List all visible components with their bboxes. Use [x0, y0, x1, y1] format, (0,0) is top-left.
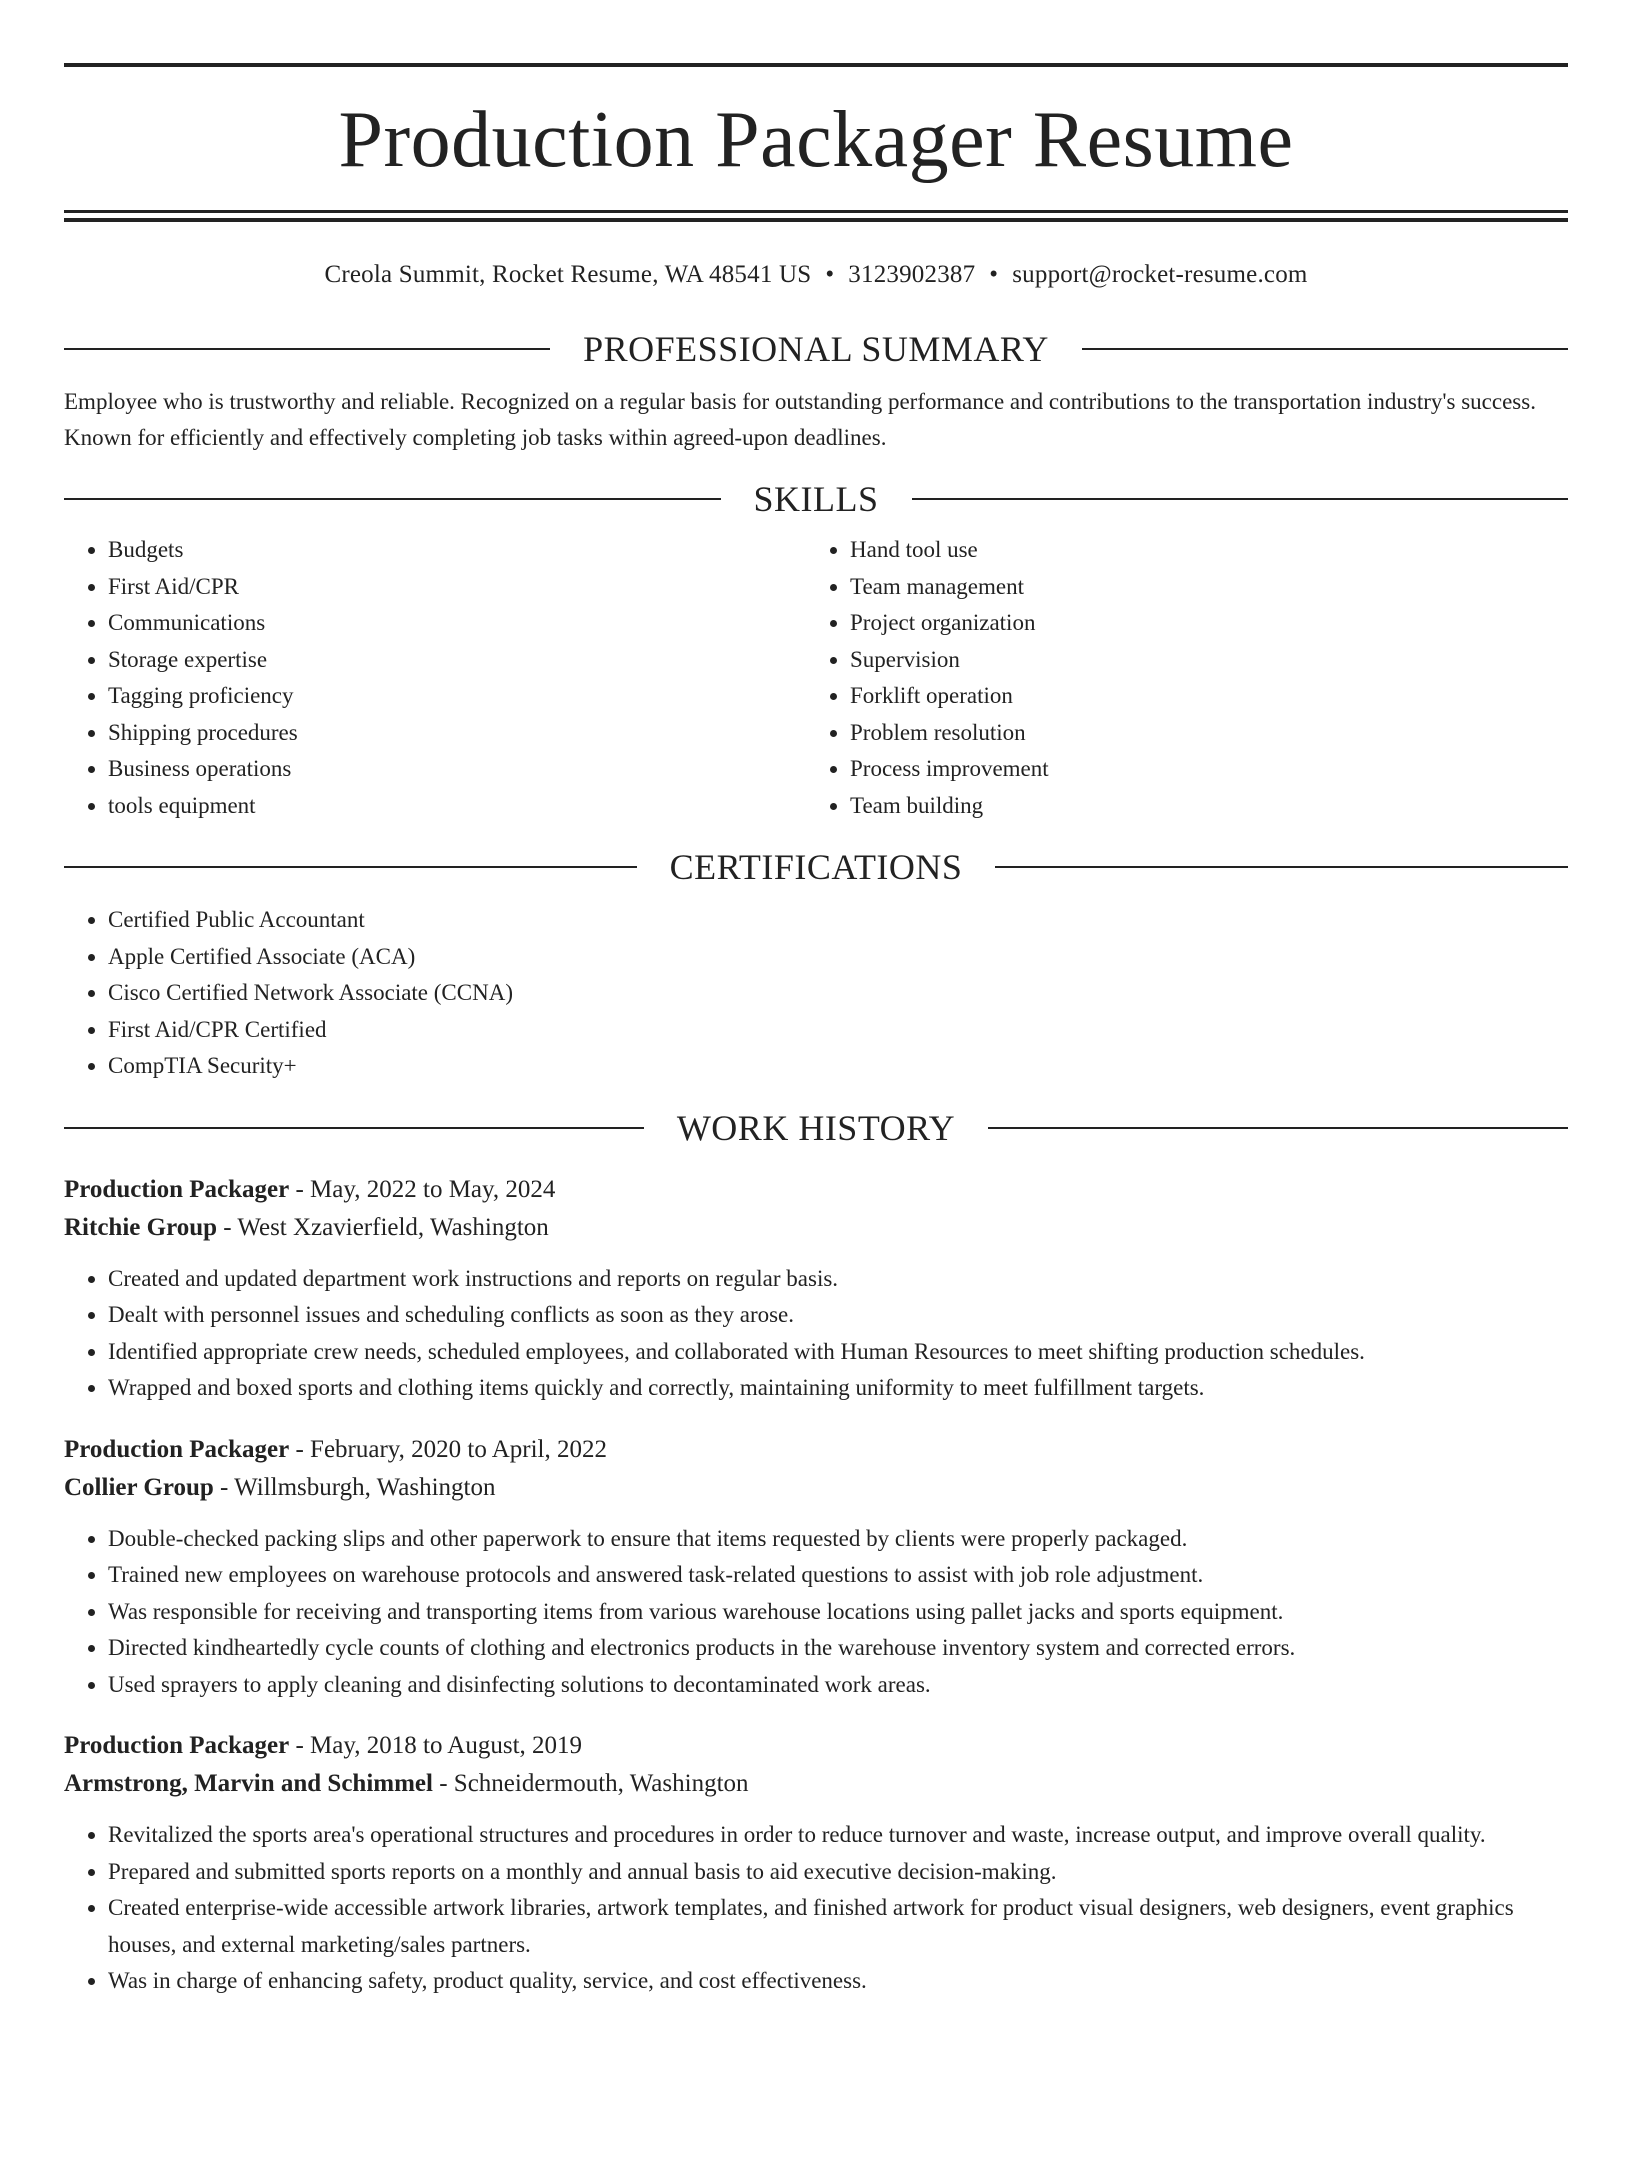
job-duty: • Identified appropriate crew needs, scheduled employees, and collaborated with Human Resources to meet shifting production schedules.	[108, 1334, 1568, 1371]
job-duty: • Created and updated department work instructions and reports on regular basis.	[108, 1261, 1568, 1298]
job-location: - Schneidermouth, Washington	[432, 1770, 749, 1797]
job-company-line	[64, 1765, 1568, 1803]
certification-item: • Apple Certified Associate (ACA)	[108, 939, 1568, 976]
job-dates: - February, 2020 to April, 2022	[289, 1435, 608, 1463]
certification-item: • CompTIA Security+	[108, 1048, 1568, 1085]
job-title-line	[64, 1431, 1568, 1469]
section-title-summary: PROFESSIONAL SUMMARY	[583, 329, 1049, 369]
job-duty: • Trained new employees on warehouse protocols and answered task-related questions to assist with job role adjustment.	[108, 1557, 1568, 1594]
job-company-line	[64, 1469, 1568, 1507]
contact-separator: •	[989, 261, 999, 288]
skill-item: • Project organization	[850, 605, 1049, 642]
job-duty: • Created enterprise-wide accessible artwork libraries, artwork templates, and finished artwork for product visual designers, web designers, event graphics houses, and external marketing/sales partners.	[108, 1890, 1568, 1963]
skill-item: • Process improvement	[850, 751, 1049, 788]
skill-item: • First Aid/CPR	[108, 569, 806, 606]
contact-line	[64, 258, 1568, 292]
section-header-skills	[64, 476, 1568, 522]
job-duty: • Was in charge of enhancing safety, product quality, service, and cost effectiveness.	[108, 1963, 1568, 2000]
section-title-work-history: WORK HISTORY	[676, 1107, 956, 1148]
title-double-rule	[64, 210, 1568, 222]
certification-item: • First Aid/CPR Certified	[108, 1012, 1568, 1049]
section-rule-left	[64, 866, 637, 868]
contact-phone: 3123902387	[848, 261, 976, 288]
skill-item: • Team management	[850, 569, 1049, 606]
section-title-certifications: CERTIFICATIONS	[669, 847, 963, 887]
job-duties-list	[64, 1521, 1568, 1704]
skill-item: • tools equipment	[108, 788, 806, 825]
certification-item: • Cisco Certified Network Associate (CCNA)	[108, 975, 1568, 1012]
job-location: - Willmsburgh, Washington	[213, 1473, 496, 1501]
contact-email: support@rocket-resume.com	[1012, 261, 1308, 288]
skill-item: • Hand tool use	[850, 532, 1049, 569]
job-role: Production Packager	[64, 1732, 290, 1759]
contact-separator: •	[825, 261, 835, 288]
section-rule-right	[1082, 348, 1568, 350]
job-duties-list	[64, 1261, 1568, 1407]
job-duties-list	[64, 1817, 1568, 2000]
job-company-line	[64, 1209, 1568, 1247]
skills-left-list	[64, 532, 806, 824]
job-entry	[64, 1431, 1568, 1704]
section-rule-left	[64, 1127, 644, 1129]
skills-column-left	[64, 532, 806, 824]
job-duty: • Wrapped and boxed sports and clothing items quickly and correctly, maintaining uniformity to meet fulfillment targets.	[108, 1370, 1568, 1407]
section-rule-right	[988, 1127, 1568, 1129]
skills-right-list	[806, 532, 1049, 824]
summary-text: Employee who is trustworthy and reliable. Recognized on a regular basis for outstanding performance and contributions to the transportation industry's success. Known for efficiently and effectively completing job tasks within agreed-upon deadlines.	[64, 389, 1536, 450]
section-header-summary	[64, 326, 1568, 372]
skills-list	[64, 532, 1568, 824]
skills-column-right	[806, 532, 1049, 824]
section-rule-left	[64, 498, 721, 500]
job-company: Ritchie Group	[64, 1213, 218, 1241]
certification-item: • Certified Public Accountant	[108, 902, 1568, 939]
skill-item: • Team building	[850, 788, 1049, 825]
job-duty: • Dealt with personnel issues and scheduling conflicts as soon as they arose.	[108, 1297, 1568, 1334]
section-rule-right	[995, 866, 1568, 868]
job-dates: - May, 2018 to August, 2019	[289, 1732, 583, 1759]
skill-item: • Forklift operation	[850, 678, 1049, 715]
job-role: Production Packager	[64, 1175, 290, 1203]
skill-item: • Shipping procedures	[108, 715, 806, 752]
skill-item: • Business operations	[108, 751, 806, 788]
job-duty: • Prepared and submitted sports reports on a monthly and annual basis to aid executive decision-making.	[108, 1854, 1568, 1891]
job-duty: • Double-checked packing slips and other paperwork to ensure that items requested by clients were properly packaged.	[108, 1521, 1568, 1558]
resume-title: Production Packager Resume	[338, 96, 1294, 184]
job-title-line	[64, 1171, 1568, 1209]
section-header-certifications	[64, 844, 1568, 890]
skill-item: • Supervision	[850, 642, 1049, 679]
job-dates: - May, 2022 to May, 2024	[289, 1175, 556, 1203]
job-duty: • Used sprayers to apply cleaning and disinfecting solutions to decontaminated work areas.	[108, 1667, 1568, 1704]
skill-item: • Problem resolution	[850, 715, 1049, 752]
skill-item: • Communications	[108, 605, 806, 642]
section-title-skills: SKILLS	[753, 479, 879, 519]
job-location: - West Xzavierfield, Washington	[217, 1213, 549, 1241]
job-duty: • Directed kindheartedly cycle counts of clothing and electronics products in the warehouse inventory system and corrected errors.	[108, 1630, 1568, 1667]
job-company: Collier Group	[64, 1473, 214, 1501]
job-company: Armstrong, Marvin and Schimmel	[64, 1770, 433, 1797]
section-rule-left	[64, 348, 550, 350]
job-entry	[64, 1171, 1568, 1407]
job-title-line	[64, 1727, 1568, 1765]
job-duty: • Revitalized the sports area's operational structures and procedures in order to reduce turnover and waste, increase output, and improve overall quality.	[108, 1817, 1568, 1854]
section-rule-right	[912, 498, 1569, 500]
skill-item: • Budgets	[108, 532, 806, 569]
certifications-list	[64, 902, 1568, 1085]
skill-item: • Storage expertise	[108, 642, 806, 679]
job-duty: • Was responsible for receiving and transporting items from various warehouse locations using pallet jacks and sports equipment.	[108, 1594, 1568, 1631]
top-rule	[64, 63, 1568, 67]
resume-page	[0, 63, 1632, 2175]
skill-item: • Tagging proficiency	[108, 678, 806, 715]
job-role: Production Packager	[64, 1435, 290, 1463]
contact-address: Creola Summit, Rocket Resume, WA 48541 US	[324, 261, 812, 288]
section-header-work-history	[64, 1105, 1568, 1151]
job-entry	[64, 1727, 1568, 2000]
